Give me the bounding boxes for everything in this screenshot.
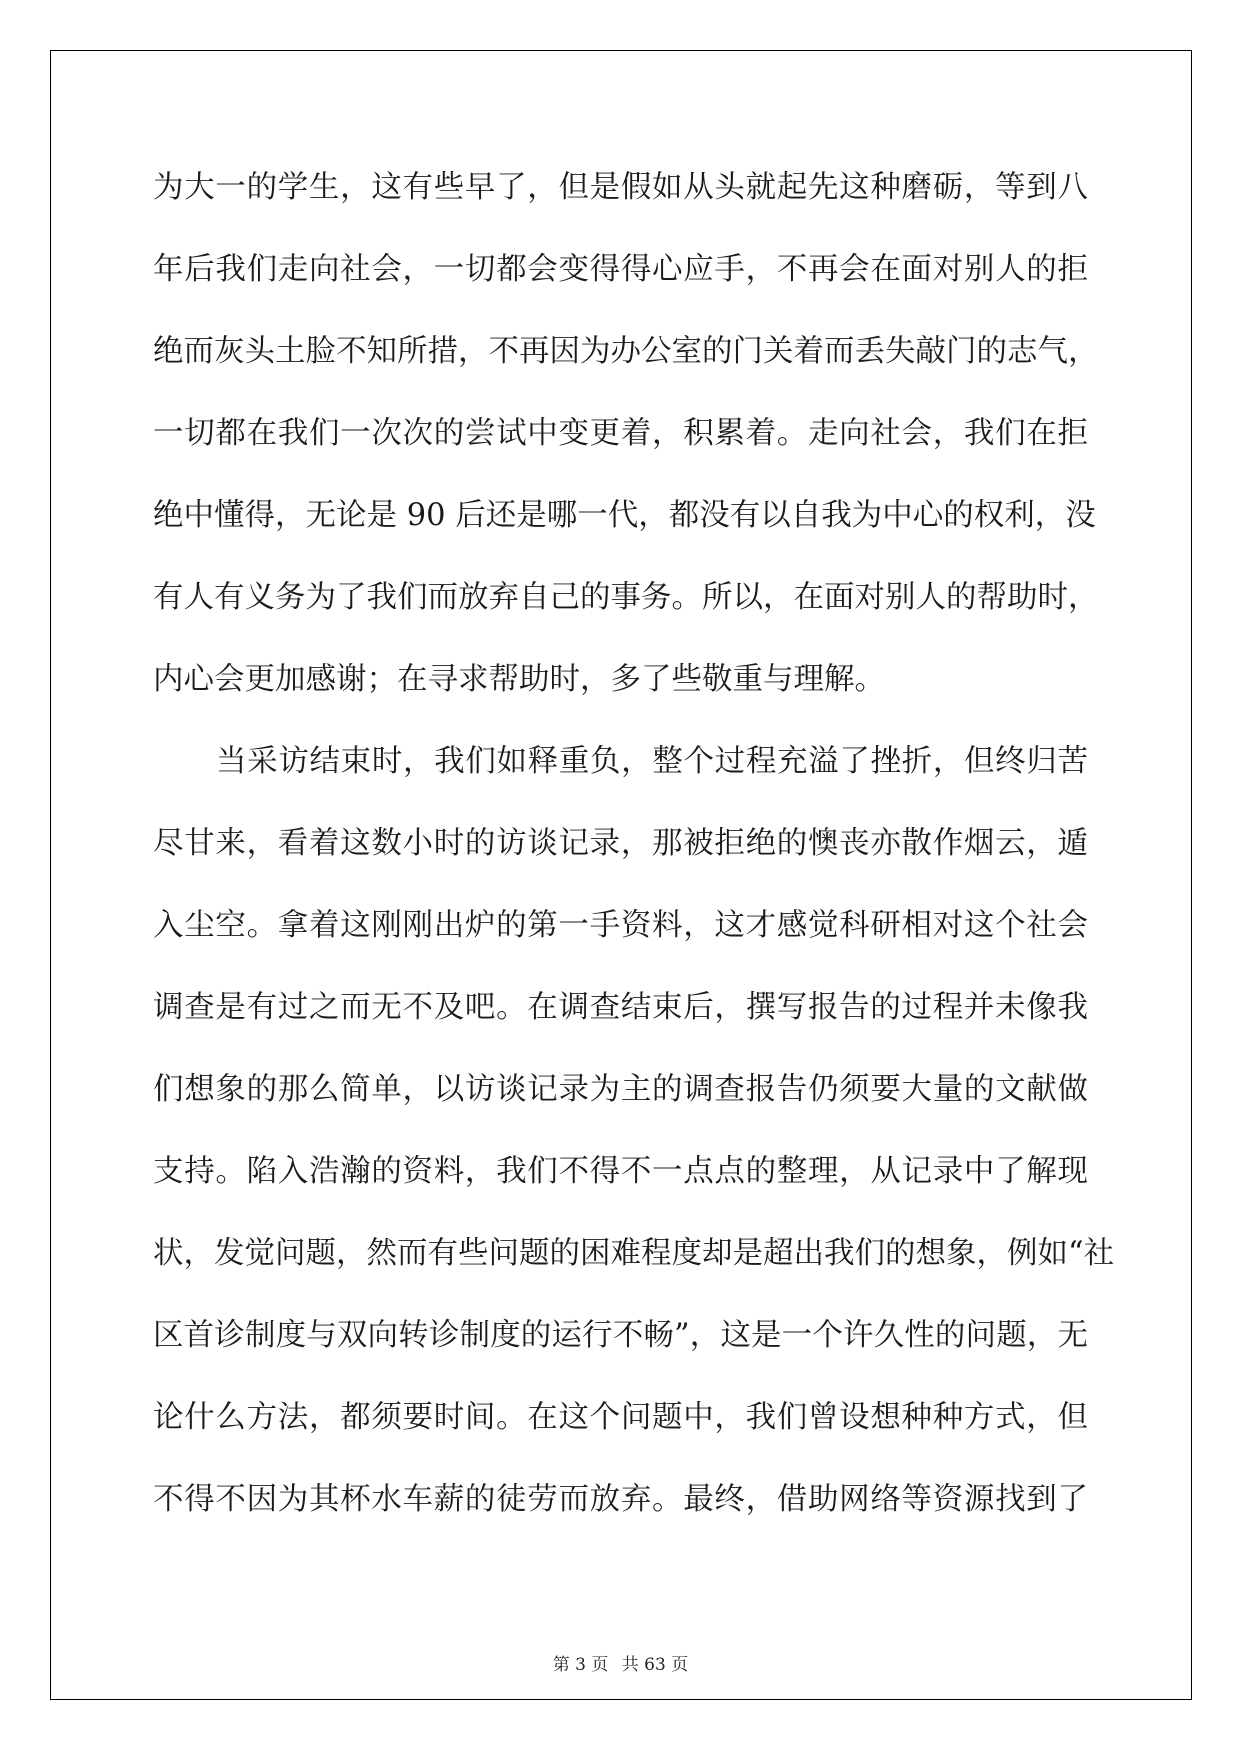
text-line: 状，发觉问题，然而有些问题的困难程度却是超出我们的想象，例如“社 — [153, 1236, 1115, 1271]
text-line: 论什么方法，都须要时间。在这个问题中，我们曾设想种种方式，但 — [153, 1400, 1088, 1435]
text-line: 调查是有过之而无不及吧。在调查结束后，撰写报告的过程并未像我 — [153, 990, 1088, 1025]
text-line: 入尘空。拿着这刚刚出炉的第一手资料，这才感觉科研相对这个社会 — [153, 908, 1088, 943]
paragraph-start-line: 当采访结束时，我们如释重负，整个过程充溢了挫折，但终归苦 — [216, 744, 1088, 779]
text-line: 内心会更加感谢；在寻求帮助时，多了些敬重与理解。 — [153, 662, 885, 697]
text-line: 不得不因为其杯水车薪的徒劳而放弃。最终，借助网络等资源找到了 — [153, 1482, 1088, 1517]
text-line: 区首诊制度与双向转诊制度的运行不畅”，这是一个许久性的问题，无 — [153, 1318, 1088, 1353]
page-number: 第 3 页 — [552, 1655, 609, 1675]
text-line: 支持。陷入浩瀚的资料，我们不得不一点点的整理，从记录中了解现 — [153, 1154, 1088, 1189]
text-line: 年后我们走向社会，一切都会变得得心应手，不再会在面对别人的拒 — [153, 252, 1088, 287]
text-line: 绝中懂得，无论是 90 后还是哪一代，都没有以自我为中心的权利，没 — [153, 498, 1096, 533]
text-line: 尽甘来，看着这数小时的访谈记录，那被拒绝的懊丧亦散作烟云，遁 — [153, 826, 1088, 861]
text-line: 一切都在我们一次次的尝试中变更着，积累着。走向社会，我们在拒 — [153, 416, 1088, 451]
text-line: 为大一的学生，这有些早了，但是假如从头就起先这种磨砺，等到八 — [153, 170, 1088, 205]
text-line: 绝而灰头土脸不知所措，不再因为办公室的门关着而丢失敲门的志气， — [153, 334, 1099, 369]
page-footer — [0, 1655, 1241, 1675]
page-total: 共 63 页 — [621, 1655, 689, 1675]
document-body — [153, 170, 1115, 1564]
text-line: 有人有义务为了我们而放弃自己的事务。所以，在面对别人的帮助时， — [153, 580, 1099, 615]
text-line: 们想象的那么简单，以访谈记录为主的调查报告仍须要大量的文献做 — [153, 1072, 1088, 1107]
